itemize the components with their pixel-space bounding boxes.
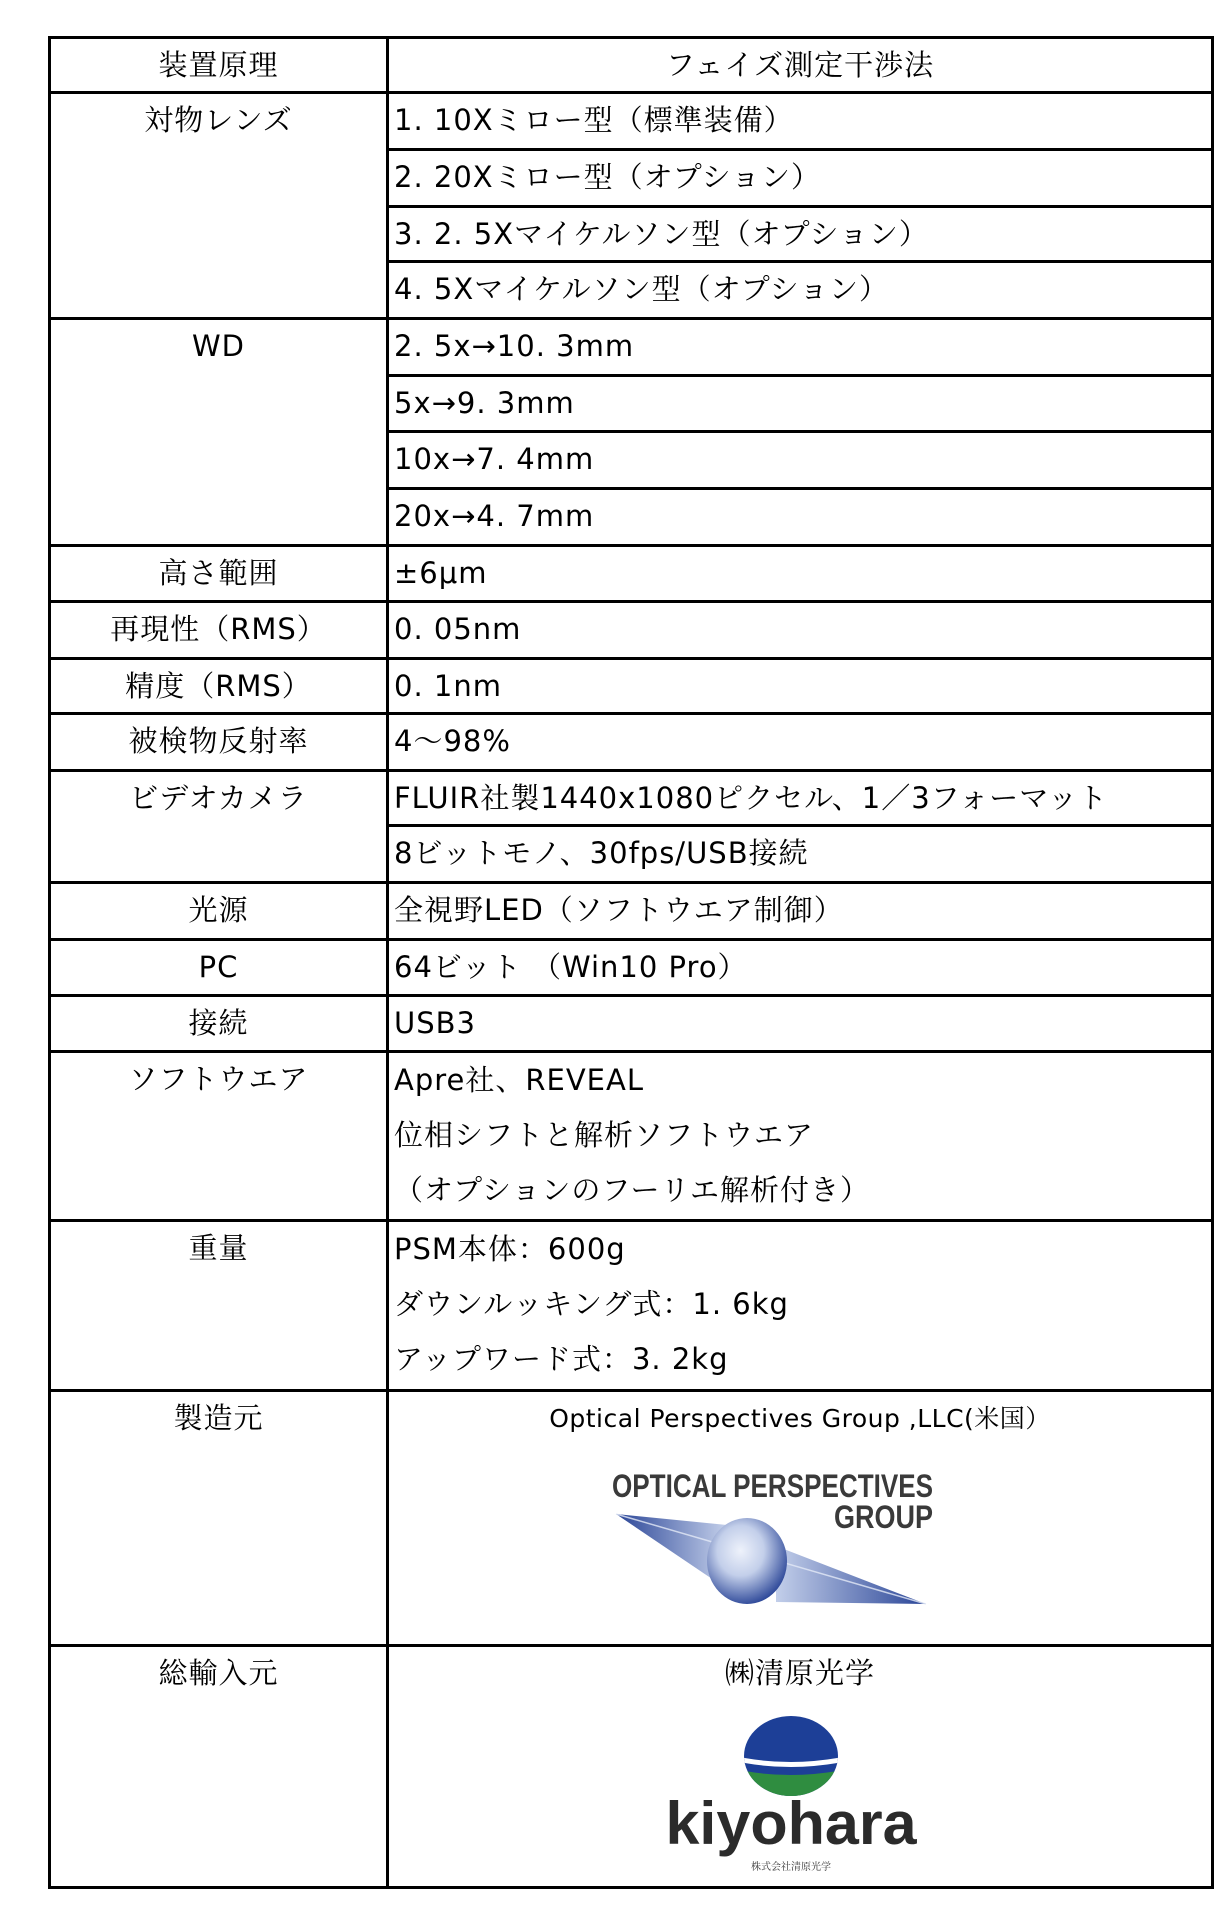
precision-value: 0. 1nm (389, 660, 1211, 712)
importer-label: 総輸入元 (51, 1647, 386, 1886)
working-distance-value: 10x→7. 4mm (389, 433, 1211, 487)
importer-name: ㈱清原光学 (724, 1656, 875, 1690)
manufacturer-cell (389, 1392, 1211, 1644)
video-camera-label: ビデオカメラ (51, 772, 386, 881)
kiyohara-subtext: 株式会社清原光学 (751, 1862, 831, 1873)
weight-cell (389, 1222, 1211, 1389)
importer-cell (389, 1647, 1211, 1886)
pc-value: 64ビット （Win10 Pro） (389, 941, 1211, 994)
video-camera-spec: FLUIR社製1440x1080ピクセル、1／3フォーマット (389, 772, 1211, 824)
software-line: Apre社、REVEAL (394, 1063, 645, 1097)
software-cell (389, 1053, 1211, 1219)
weight-line: アップワード式：3. 2kg (394, 1342, 729, 1376)
manufacturer-label: 製造元 (51, 1392, 386, 1644)
objective-lens-option: 3. 2. 5Xマイケルソン型（オプション） (389, 208, 1211, 260)
working-distance-value: 20x→4. 7mm (389, 490, 1211, 544)
objective-lens-label: 対物レンズ (51, 94, 386, 317)
light-source-label: 光源 (51, 884, 386, 938)
reflectance-value: 4～98% (389, 715, 1211, 769)
principle-label: 装置原理 (51, 39, 386, 91)
software-line: 位相シフトと解析ソフトウエア (394, 1118, 815, 1152)
connection-value: USB3 (389, 997, 1211, 1050)
objective-lens-option: 1. 10Xミロー型（標準装備） (389, 94, 1211, 148)
pc-label: PC (51, 941, 386, 994)
working-distance-value: 2. 5x→10. 3mm (389, 320, 1211, 374)
repeatability-label: 再現性（RMS） (51, 603, 386, 657)
manufacturer-name: Optical Perspectives Group ,LLC(米国） (549, 1404, 1051, 1433)
reflectance-label: 被検物反射率 (51, 715, 386, 769)
working-distance-value: 5x→9. 3mm (389, 377, 1211, 430)
lens-icon (707, 1518, 787, 1604)
objective-lens-option: 2. 20Xミロー型（オプション） (389, 151, 1211, 205)
kiyohara-logo (659, 1707, 929, 1882)
objective-lens-option: 4. 5Xマイケルソン型（オプション） (389, 263, 1211, 317)
connection-label: 接続 (51, 997, 386, 1050)
spec-table (48, 36, 1214, 1889)
kiyohara-wordmark: kiyohara (665, 1790, 918, 1857)
repeatability-value: 0. 05nm (389, 603, 1211, 657)
software-line: （オプションのフーリエ解析付き） (394, 1173, 870, 1207)
light-beam-out-icon (776, 1546, 926, 1604)
weight-label: 重量 (51, 1222, 386, 1389)
height-range-label: 高さ範囲 (51, 547, 386, 600)
software-label: ソフトウエア (51, 1053, 386, 1219)
principle-value: フェイズ測定干渉法 (389, 39, 1211, 91)
height-range-value: ±6μm (389, 547, 1211, 600)
weight-line: PSM本体：600g (394, 1232, 626, 1266)
opg-logo-text-line1: OPTICAL PERSPECTIVES (612, 1468, 933, 1504)
opg-logo-text-line2: GROUP (834, 1499, 933, 1535)
weight-line: ダウンルッキング式：1. 6kg (394, 1287, 789, 1321)
video-camera-spec: 8ビットモノ、30fps/USB接続 (389, 827, 1211, 881)
light-source-value: 全視野LED（ソフトウエア制御） (389, 884, 1211, 938)
globe-icon (739, 1712, 849, 1802)
opg-logo (608, 1466, 938, 1616)
precision-label: 精度（RMS） (51, 660, 386, 712)
working-distance-label: WD (51, 320, 386, 544)
